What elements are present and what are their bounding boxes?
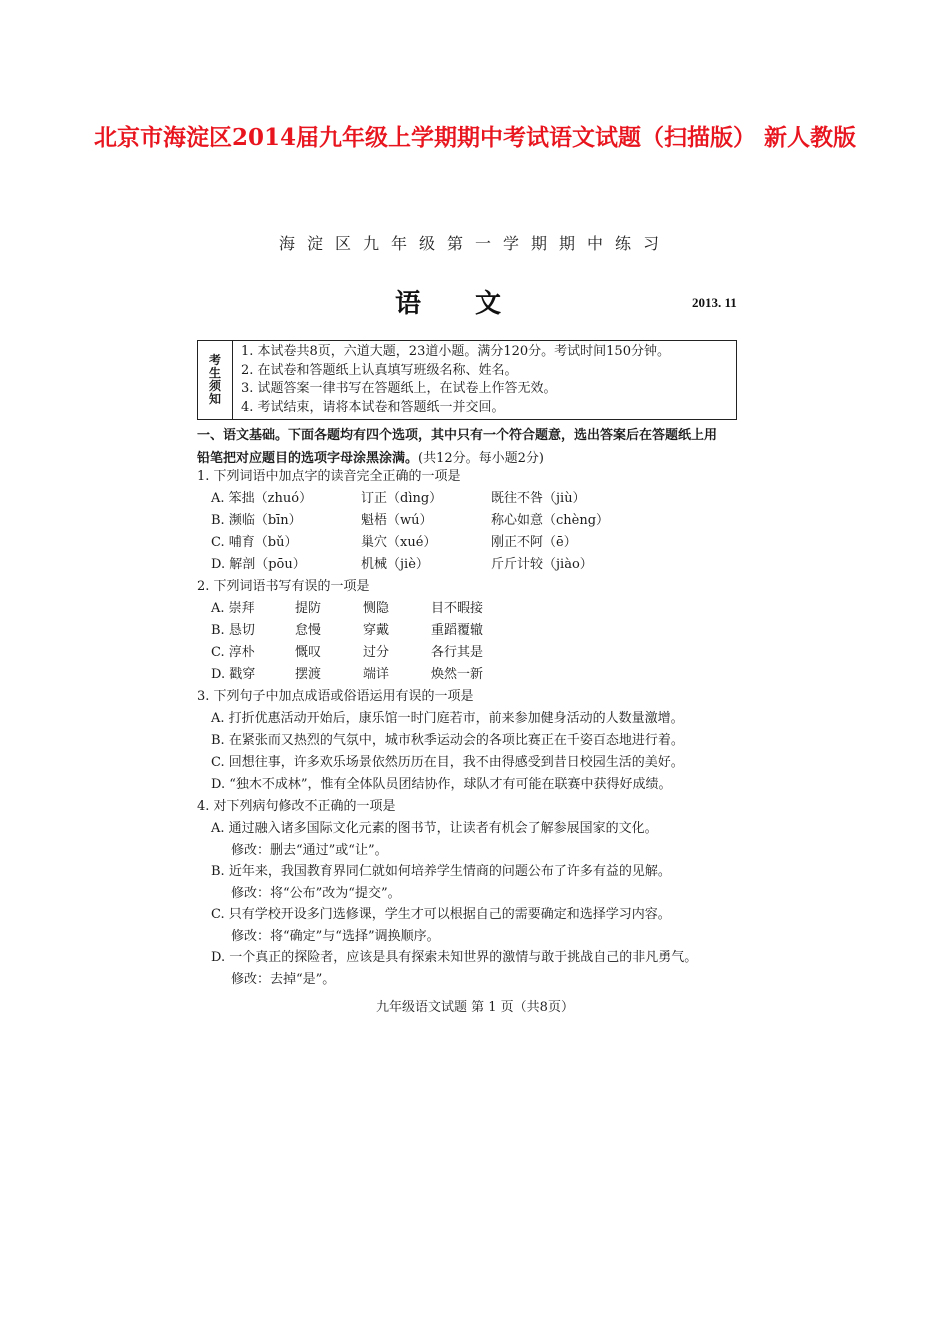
question-4-fix-b: 修改：将“公布”改为“提交”。	[231, 886, 401, 901]
option-word: A. 笨拙（zhuó）	[211, 491, 313, 506]
page-title: 北京市海淀区2014届九年级上学期期中考试语文试题（扫描版） 新人教版	[93, 124, 857, 151]
notice-item: 2. 在试卷和答题纸上认真填写班级名称、姓名。	[241, 362, 518, 378]
option-word: 焕然一新	[431, 667, 484, 682]
question-1-stem: 1. 下列词语中加点字的读音完全正确的一项是	[197, 469, 461, 484]
question-2-option-b	[197, 620, 757, 642]
option-word: B. 濒临（bīn）	[211, 513, 302, 528]
question-1-option-c	[197, 532, 757, 554]
option-word: D. 戳穿	[211, 667, 256, 682]
question-4-option-b: B. 近年来，我国教育界同仁就如何培养学生情商的问题公布了许多有益的见解。	[211, 864, 671, 879]
question-3-option-c: C. 回想往事，许多欢乐场景依然历历在目，我不由得感受到昔日校园生活的美好。	[211, 755, 684, 770]
option-word: 慨叹	[295, 645, 322, 660]
question-1-option-d	[197, 554, 757, 576]
section-heading-line1: 一、语文基础。下面各题均有四个选项，其中只有一个符合题意，选出答案后在答题纸上用	[197, 428, 718, 443]
question-4-fix-a: 修改：删去“通过”或“让”。	[231, 843, 388, 858]
option-word: 既往不咎（jiù）	[491, 491, 586, 506]
question-4-stem: 4. 对下列病句修改不正确的一项是	[197, 799, 396, 814]
option-word: 端详	[363, 667, 390, 682]
exam-date: 2013. 11	[692, 295, 737, 310]
question-4-fix-c: 修改：将“确定”与“选择”调换顺序。	[231, 929, 440, 944]
option-word: 摆渡	[295, 667, 322, 682]
question-4-option-c: C. 只有学校开设多门选修课，学生才可以根据自己的需要确定和选择学习内容。	[211, 907, 671, 922]
option-word: 穿戴	[363, 623, 390, 638]
question-3-option-d: D. “独木不成林”，惟有全体队员团结协作，球队才有可能在联赛中获得好成绩。	[211, 777, 672, 792]
question-list	[197, 466, 757, 990]
notice-items	[233, 341, 670, 419]
question-1-option-a	[197, 488, 757, 510]
notice-item: 3. 试题答案一律书写在答题纸上，在试卷上作答无效。	[241, 381, 557, 396]
option-word: D. 解剖（pōu）	[211, 557, 306, 572]
question-3-stem: 3. 下列句子中加点成语或俗语运用有误的一项是	[197, 689, 474, 704]
notice-item: 4. 考试结束，请将本试卷和答题纸一并交回。	[241, 399, 505, 415]
notice-label-char: 知	[208, 392, 221, 406]
option-word: 各行其是	[431, 645, 484, 660]
section-note: (共12分。每小题2分)	[418, 451, 544, 466]
option-word: 目不暇接	[431, 601, 484, 616]
option-word: C. 淳朴	[211, 645, 255, 660]
notice-item: 1. 本试卷共8页，六道大题，23道小题。满分120分。考试时间150分钟。	[241, 344, 670, 359]
page-footer: 九年级语文试题 第 1 页（共8页）	[376, 1000, 574, 1015]
question-2-stem: 2. 下列词语书写有误的一项是	[197, 579, 370, 594]
option-word: A. 崇拜	[211, 601, 255, 616]
question-4-option-a: A. 通过融入诸多国际文化元素的图书节，让读者有机会了解参展国家的文化。	[211, 821, 658, 836]
question-3-option-a: A. 打折优惠活动开始后，康乐馆一时门庭若市，前来参加健身活动的人数量激增。	[211, 711, 684, 726]
notice-box	[197, 340, 737, 420]
question-4-fix-d: 修改：去掉“是”。	[231, 972, 336, 987]
option-word: 提防	[295, 601, 322, 616]
exam-subject: 语文	[394, 289, 555, 319]
question-2-option-d	[197, 664, 757, 686]
exam-subtitle: 海淀区九年级第一学期期中练习	[278, 234, 671, 253]
question-4-option-d: D. 一个真正的探险者，应该是具有探索未知世界的激情与敢于挑战自己的非凡勇气。	[211, 950, 698, 965]
section-heading	[197, 424, 757, 470]
option-word: 刚正不阿（ē）	[491, 535, 577, 550]
option-word: 过分	[363, 645, 390, 660]
option-word: B. 恳切	[211, 623, 255, 638]
option-word: 斤斤计较（jiào）	[491, 557, 593, 572]
question-2-option-c	[197, 642, 757, 664]
notice-label-char: 须	[208, 379, 221, 393]
notice-label	[198, 341, 233, 419]
option-word: C. 哺育（bǔ）	[211, 535, 298, 550]
question-2-option-a	[197, 598, 757, 620]
option-word: 恻隐	[363, 601, 390, 616]
option-word: 魁梧（wú）	[361, 513, 433, 528]
notice-label-char: 考	[208, 353, 221, 367]
section-heading-text: 铅笔把对应题目的选项字母涂黑涂满。	[197, 451, 419, 466]
question-3-option-b: B. 在紧张而又热烈的气氛中，城市秋季运动会的各项比赛正在千姿百态地进行着。	[211, 733, 684, 748]
option-word: 重蹈覆辙	[431, 623, 484, 638]
option-word: 怠慢	[295, 623, 322, 638]
option-word: 机械（jiè）	[361, 557, 429, 572]
option-word: 称心如意（chèng）	[491, 513, 610, 528]
option-word: 订正（dìng）	[361, 491, 443, 506]
option-word: 巢穴（xué）	[361, 535, 437, 550]
question-1-option-b	[197, 510, 757, 532]
notice-label-char: 生	[208, 366, 221, 380]
